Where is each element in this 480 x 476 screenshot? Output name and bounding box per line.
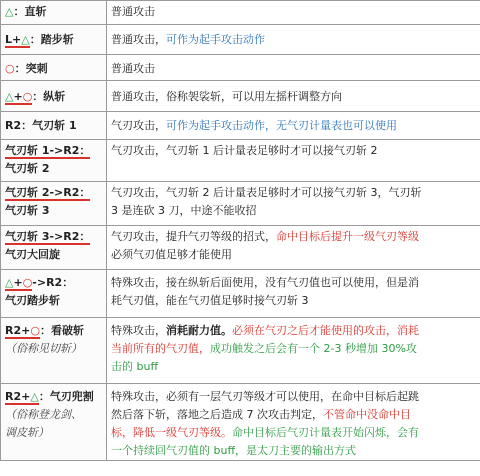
move-name: ：直斩 [13,5,47,18]
move-input-cell [1,270,107,318]
description-line: 耗气刃值，能在气刃值足够时接气刃斩 3 [111,294,309,307]
description-line: 3 是连砍 3 刀，中途不能收招 [111,204,257,217]
move-input-cell [1,226,107,270]
move-name: ：气刃兜割 [38,390,94,403]
move-nickname: （俗称登龙剑、 [5,408,82,421]
description-line: 气刃攻击，气刃斩 2 后计量表足够时才可以接气刃斩 3，气刃斩 [111,186,422,199]
move-input-combo [5,390,39,405]
circle-button-icon: ○ [5,62,15,75]
move-input-cell [1,112,107,140]
move-description [107,55,480,81]
move-description [107,25,480,55]
triangle-button-icon: △ [5,276,14,289]
description-text: 普通攻击，俗称袈裟斩，可以用左摇杆调整方向 [111,90,342,103]
description-line: 必须气刃值足够才能使用 [111,248,232,261]
move-name: ：突刺 [14,62,48,75]
description-highlight: 可作为起手攻击动作 [166,33,265,46]
description-highlight: 命中目标后提升一级气刃等级 [276,230,419,243]
move-description [107,384,480,461]
table-row [1,25,480,55]
description-line: 特殊攻击，必须有一层气刃等级才可以使用，在命中目标后起跳 [111,390,419,403]
move-input-combo: 气刃斩 3->R2： [5,230,91,243]
plus-sign: + [13,90,23,103]
move-name: ：纵斩 [32,90,66,103]
table-row [1,112,480,140]
table-row [1,81,480,112]
table-row [1,1,480,25]
table-row [1,182,480,226]
move-name: ：看破斩 [39,324,84,337]
table-row [1,318,480,384]
r2-button-label: R2+ [5,390,31,403]
move-input-combo [5,276,32,291]
description-highlight: 必须在气刃之后才能使用的攻击，消耗 [232,324,419,337]
triangle-button-icon: △ [30,390,39,403]
move-input-combo [5,33,30,48]
move-description [107,182,480,226]
move-description [107,318,480,384]
l-button-label: L+ [5,33,22,46]
description-text: 然后落下斩，落地之后造成 7 次攻击判定， [111,408,323,421]
move-description [107,226,480,270]
description-highlight: 可作为起手攻击动作，无气刃计量表也可以使用 [166,119,397,132]
triangle-button-icon: △ [21,33,30,46]
move-name: 气刃斩 2 [5,162,50,175]
r2-button-label: R2+ [5,324,31,337]
description-highlight: 命中目标后气刃计量表开始闪烁，会有 [232,426,419,439]
description-text: 普通攻击 [111,62,155,75]
combo-arrow: ->R2： [32,276,74,289]
description-highlight: 一个持续回气刃值的 buff，是太刀主要的输出方式 [111,444,357,457]
move-name: 气刃踏步斩 [5,294,60,307]
description-text: 普通攻击， [111,33,166,46]
move-description [107,140,480,182]
description-text: 特殊攻击， [111,324,166,337]
move-description [107,270,480,318]
move-input-combo [5,324,40,339]
triangle-button-icon: △ [5,90,14,103]
description-highlight: 成功触发之后会有一个 2-3 秒增加 30%攻 [210,342,417,355]
move-input-cell [1,318,107,384]
move-name: ：踏步斩 [29,33,74,46]
move-nickname: （俗称见切斩） [5,342,82,355]
move-input-cell [1,182,107,226]
table-row [1,384,480,461]
circle-button-icon: ○ [22,90,33,103]
description-line: 特殊攻击，接在纵斩后面使用，没有气刃值也可以使用，但是消 [111,276,419,289]
table-row [1,270,480,318]
triangle-button-icon: △ [5,5,14,18]
move-name: 气刃大回旋 [5,248,60,261]
description-text: 普通攻击 [111,5,155,18]
description-emphasis: 消耗耐力值。 [166,324,232,337]
circle-button-icon: ○ [30,324,40,337]
move-input-combo: 气刃斩 1->R2： [5,144,91,157]
move-input-cell [1,384,107,461]
move-input-combo: 气刃斩 2->R2： [5,186,91,199]
move-input-cell [1,1,107,25]
move-input-cell [1,81,107,112]
circle-button-icon: ○ [22,276,33,289]
description-text: 气刃攻击，气刃斩 1 后计量表足够时才可以接气刃斩 2 [111,144,378,157]
move-description [107,81,480,112]
move-input-cell [1,140,107,182]
table-row [1,55,480,81]
move-input-cell [1,55,107,81]
move-name: R2：气刃斩 1 [5,119,77,132]
description-text: 气刃攻击，提升气刃等级的招式， [111,230,276,243]
description-highlight: 当前所有的气刃值， [111,342,210,355]
description-highlight: 标，降低一级气刃等级。 [111,426,232,439]
description-highlight: 击的 buff [111,360,159,373]
move-input-cell [1,25,107,55]
plus-sign: + [13,276,23,289]
move-description [107,1,480,25]
move-description [107,112,480,140]
table-row [1,140,480,182]
move-nickname: 调皮斩） [5,426,49,439]
description-text: 气刃攻击， [111,119,166,132]
move-name: 气刃斩 3 [5,204,50,217]
description-highlight: 不管命中没命中目 [323,408,411,421]
move-input-combo [5,90,32,105]
table-row [1,226,480,270]
